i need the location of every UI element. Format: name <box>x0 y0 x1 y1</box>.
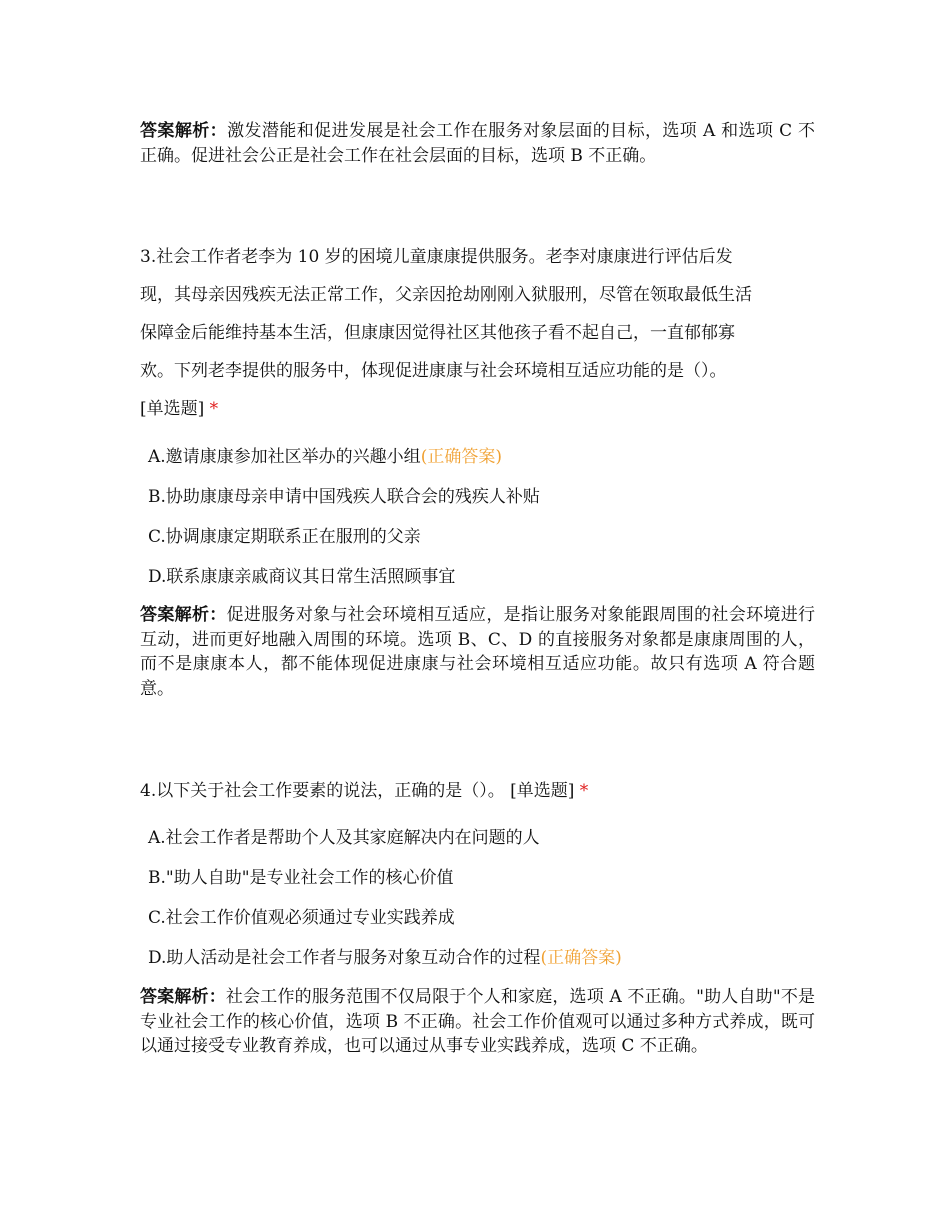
question-3-line-1: 3.社会工作者老李为 10 岁的困境儿童康康提供服务。老李对康康进行评估后发 <box>140 247 733 267</box>
analysis-label: 答案解析： <box>140 987 226 1007</box>
required-mark: * <box>579 781 589 801</box>
analysis-label: 答案解析： <box>140 605 227 625</box>
required-mark: * <box>209 399 219 419</box>
option-d[interactable] <box>148 564 815 604</box>
option-text: B.协助康康母亲申请中国残疾人联合会的残疾人补贴 <box>148 487 540 507</box>
analysis-text: 社会工作的服务范围不仅局限于个人和家庭，选项 A 不正确。"助人自助"不是专业社会工作的核心价值，选项 B 不正确。社会工作价值观可以通过多种方式养成，既可以通过接受专业教育养成，也可以通过从事专业实践养成，选项 C 不正确。 <box>140 987 816 1056</box>
option-c[interactable] <box>148 524 815 564</box>
correct-answer-tag: (正确答案) <box>540 948 622 968</box>
analysis-label: 答案解析： <box>140 121 228 141</box>
option-text: D.联系康康亲戚商议其日常生活照顾事宜 <box>148 567 456 587</box>
question-3-analysis <box>140 603 815 701</box>
option-text: C.协调康康定期联系正在服刑的父亲 <box>148 527 421 547</box>
question-4-text: 4.以下关于社会工作要素的说法，正确的是（）。 <box>140 781 505 801</box>
option-b[interactable] <box>148 484 815 524</box>
question-4-line <box>140 772 815 810</box>
question-4 <box>140 772 815 810</box>
option-text: C.社会工作价值观必须通过专业实践养成 <box>148 908 455 928</box>
question-3-type-line <box>140 390 815 428</box>
option-d[interactable] <box>148 945 815 985</box>
correct-answer-tag: (正确答案) <box>420 447 502 467</box>
analysis-text: 激发潜能和促进发展是社会工作在服务对象层面的目标，选项 A 和选项 C 不正确。促进社会公正是社会工作在社会层面的目标，选项 B 不正确。 <box>140 121 816 166</box>
option-text: B."助人自助"是专业社会工作的核心价值 <box>148 868 454 888</box>
question-3-options <box>148 444 815 604</box>
question-3 <box>140 238 815 428</box>
question-type-tag: [单选题] <box>140 399 205 419</box>
option-text: A.社会工作者是帮助个人及其家庭解决内在问题的人 <box>148 828 540 848</box>
prev-answer-analysis <box>140 119 815 168</box>
option-c[interactable] <box>148 905 815 945</box>
analysis-text: 促进服务对象与社会环境相互适应，是指让服务对象能跟周围的社会环境进行互动，进而更好地融入周围的环境。选项 B、C、D 的直接服务对象都是康康周围的人，而不是康康本人，都不能体现促进康康与社会环境相互适应功能。故只有选项 A 符合题意。 <box>140 605 816 699</box>
question-3-line-4: 欢。下列老李提供的服务中，体现促进康康与社会环境相互适应功能的是（）。 <box>140 361 727 381</box>
option-a[interactable] <box>148 825 815 865</box>
question-type-tag: [单选题] <box>510 781 575 801</box>
option-b[interactable] <box>148 865 815 905</box>
question-4-options <box>148 825 815 985</box>
question-4-analysis <box>140 985 815 1059</box>
option-text: A.邀请康康参加社区举办的兴趣小组 <box>148 447 421 467</box>
option-a[interactable] <box>148 444 815 484</box>
question-3-line-3: 保障金后能维持基本生活，但康康因觉得社区其他孩子看不起自己，一直郁郁寡 <box>140 323 735 343</box>
question-3-line-2: 现，其母亲因残疾无法正常工作，父亲因抢劫刚刚入狱服刑，尽管在领取最低生活 <box>140 285 752 305</box>
option-text: D.助人活动是社会工作者与服务对象互动合作的过程 <box>148 948 541 968</box>
